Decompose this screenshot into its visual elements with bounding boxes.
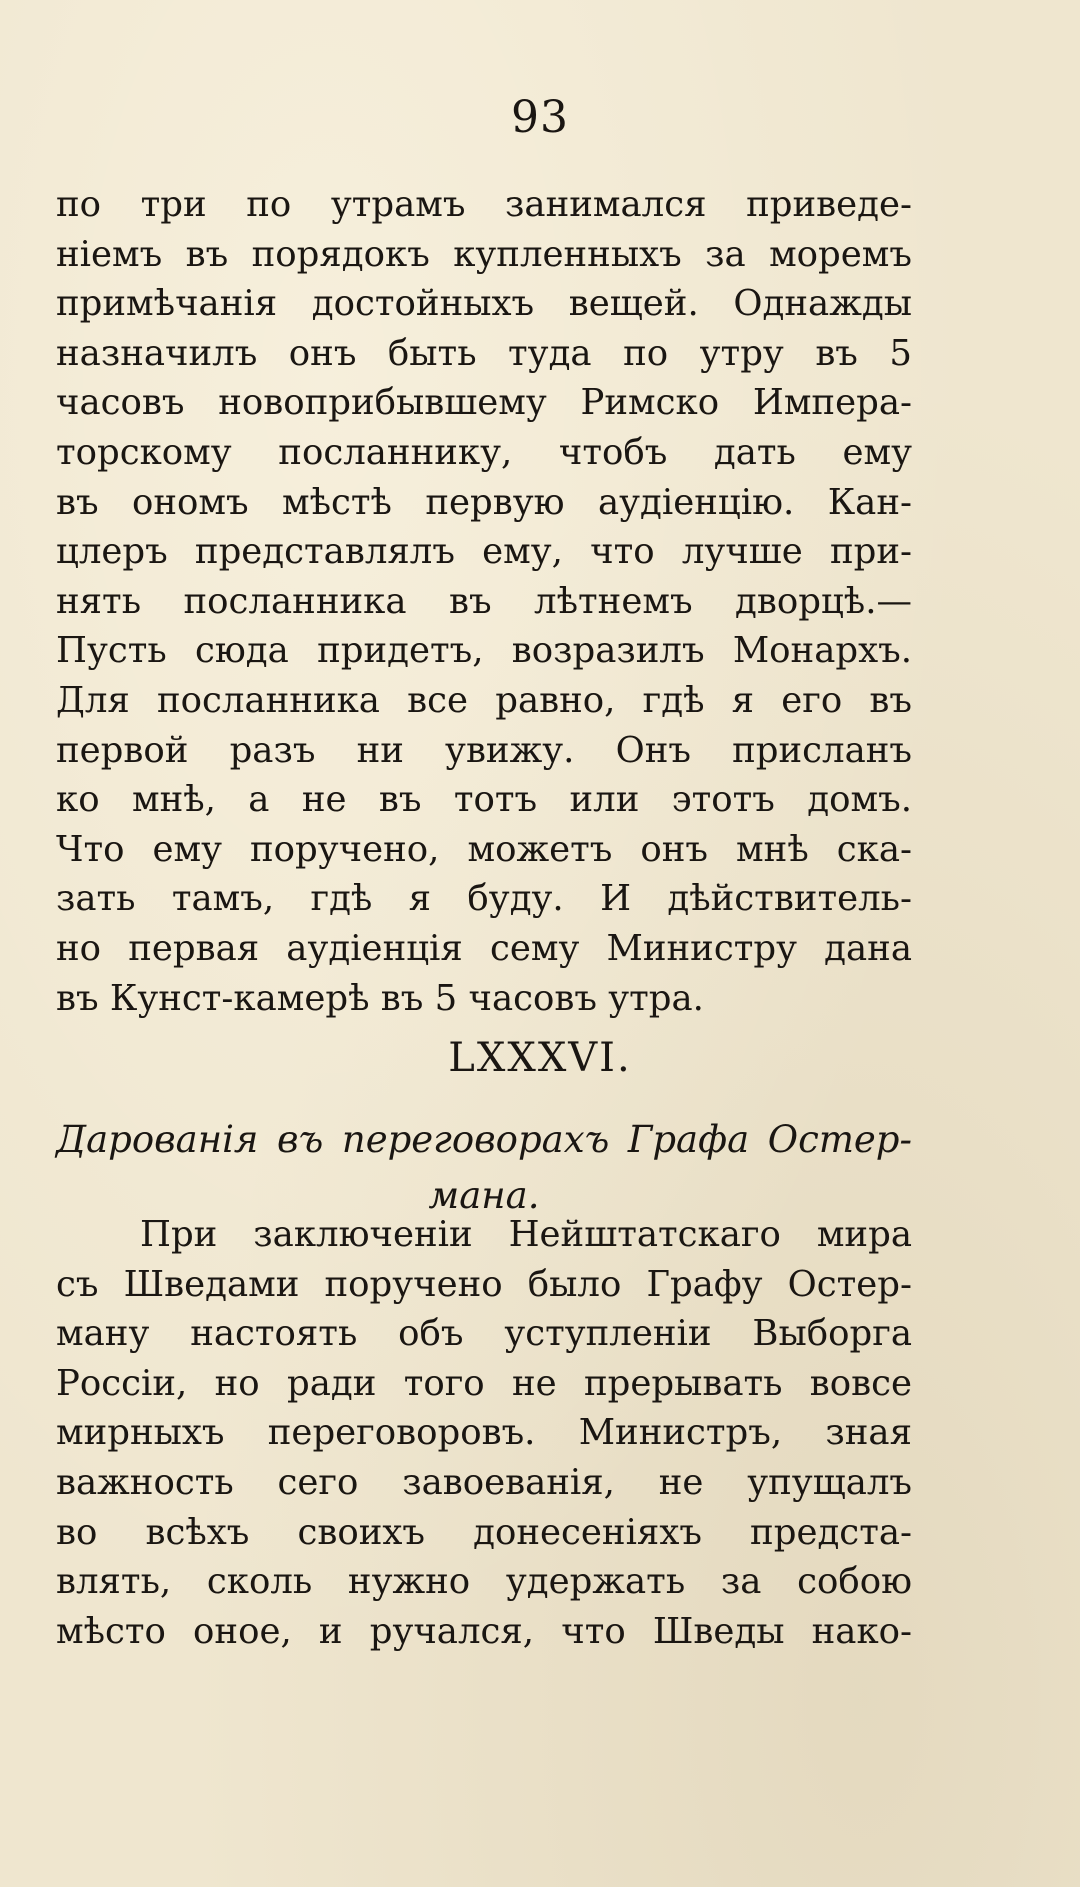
text-line: часовъ новоприбывшему Римско Импера- — [56, 382, 912, 424]
text-line: въ ономъ мѣстѣ первую аудіенцію. Кан- — [56, 481, 912, 523]
text-line: При заключеніи Нейштатскаго мира — [140, 1214, 912, 1255]
paragraph-one — [56, 180, 912, 1023]
text-line: влять, сколь нужно удержать за собою — [56, 1561, 912, 1603]
text-line: въ Кунст-камерѣ въ 5 часовъ утра. — [56, 977, 704, 1019]
section-heading — [56, 1112, 912, 1224]
paragraph-two — [56, 1210, 912, 1656]
section-number: LXXXVI. — [448, 1035, 632, 1081]
text-line: первой разъ ни увижу. Онъ присланъ — [56, 729, 912, 771]
text-line: цлеръ представлялъ ему, что лучше при- — [56, 531, 912, 573]
text-line: примѣчанія достойныхъ вещей. Однажды — [56, 283, 912, 325]
text-line: Что ему поручено, можетъ онъ мнѣ ска- — [56, 828, 912, 870]
text-line: торскому посланнику, чтобъ дать ему — [56, 431, 912, 473]
text-line: ману настоять объ уступленіи Выборга — [56, 1313, 912, 1355]
text-line: важность сего завоеванія, не упущалъ — [56, 1461, 912, 1503]
text-line: во всѣхъ своихъ донесеніяхъ предста- — [56, 1511, 912, 1553]
text-line: мирныхъ переговоровъ. Министръ, зная — [56, 1412, 912, 1454]
text-line: по три по утрамъ занимался приведе- — [56, 184, 912, 225]
heading-line: мана. — [428, 1174, 540, 1217]
page-number: 93 — [511, 92, 569, 143]
text-line: ніемъ въ порядокъ купленныхъ за моремъ — [56, 233, 912, 275]
text-line: съ Шведами поручено было Графу Остер- — [56, 1263, 912, 1305]
text-line: зать тамъ, гдѣ я буду. И дѣйствитель- — [56, 878, 912, 920]
text-line: нять посланника въ лѣтнемъ дворцѣ.— — [56, 580, 912, 622]
text-line: Для посланника все равно, гдѣ я его въ — [56, 679, 912, 721]
text-line: ко мнѣ, а не въ тотъ или этотъ домъ. — [56, 779, 912, 821]
text-line: мѣсто оное, и ручался, что Шведы нако- — [56, 1610, 912, 1652]
text-line: Россіи, но ради того не прерывать вовсе — [56, 1362, 912, 1404]
heading-line: Дарованія въ переговорахъ Графа Остер- — [56, 1118, 912, 1161]
text-line: Пусть сюда придетъ, возразилъ Монархъ. — [56, 630, 912, 672]
text-line: назначилъ онъ быть туда по утру въ 5 — [56, 332, 912, 374]
text-line: но первая аудіенція сему Министру дана — [56, 927, 912, 969]
